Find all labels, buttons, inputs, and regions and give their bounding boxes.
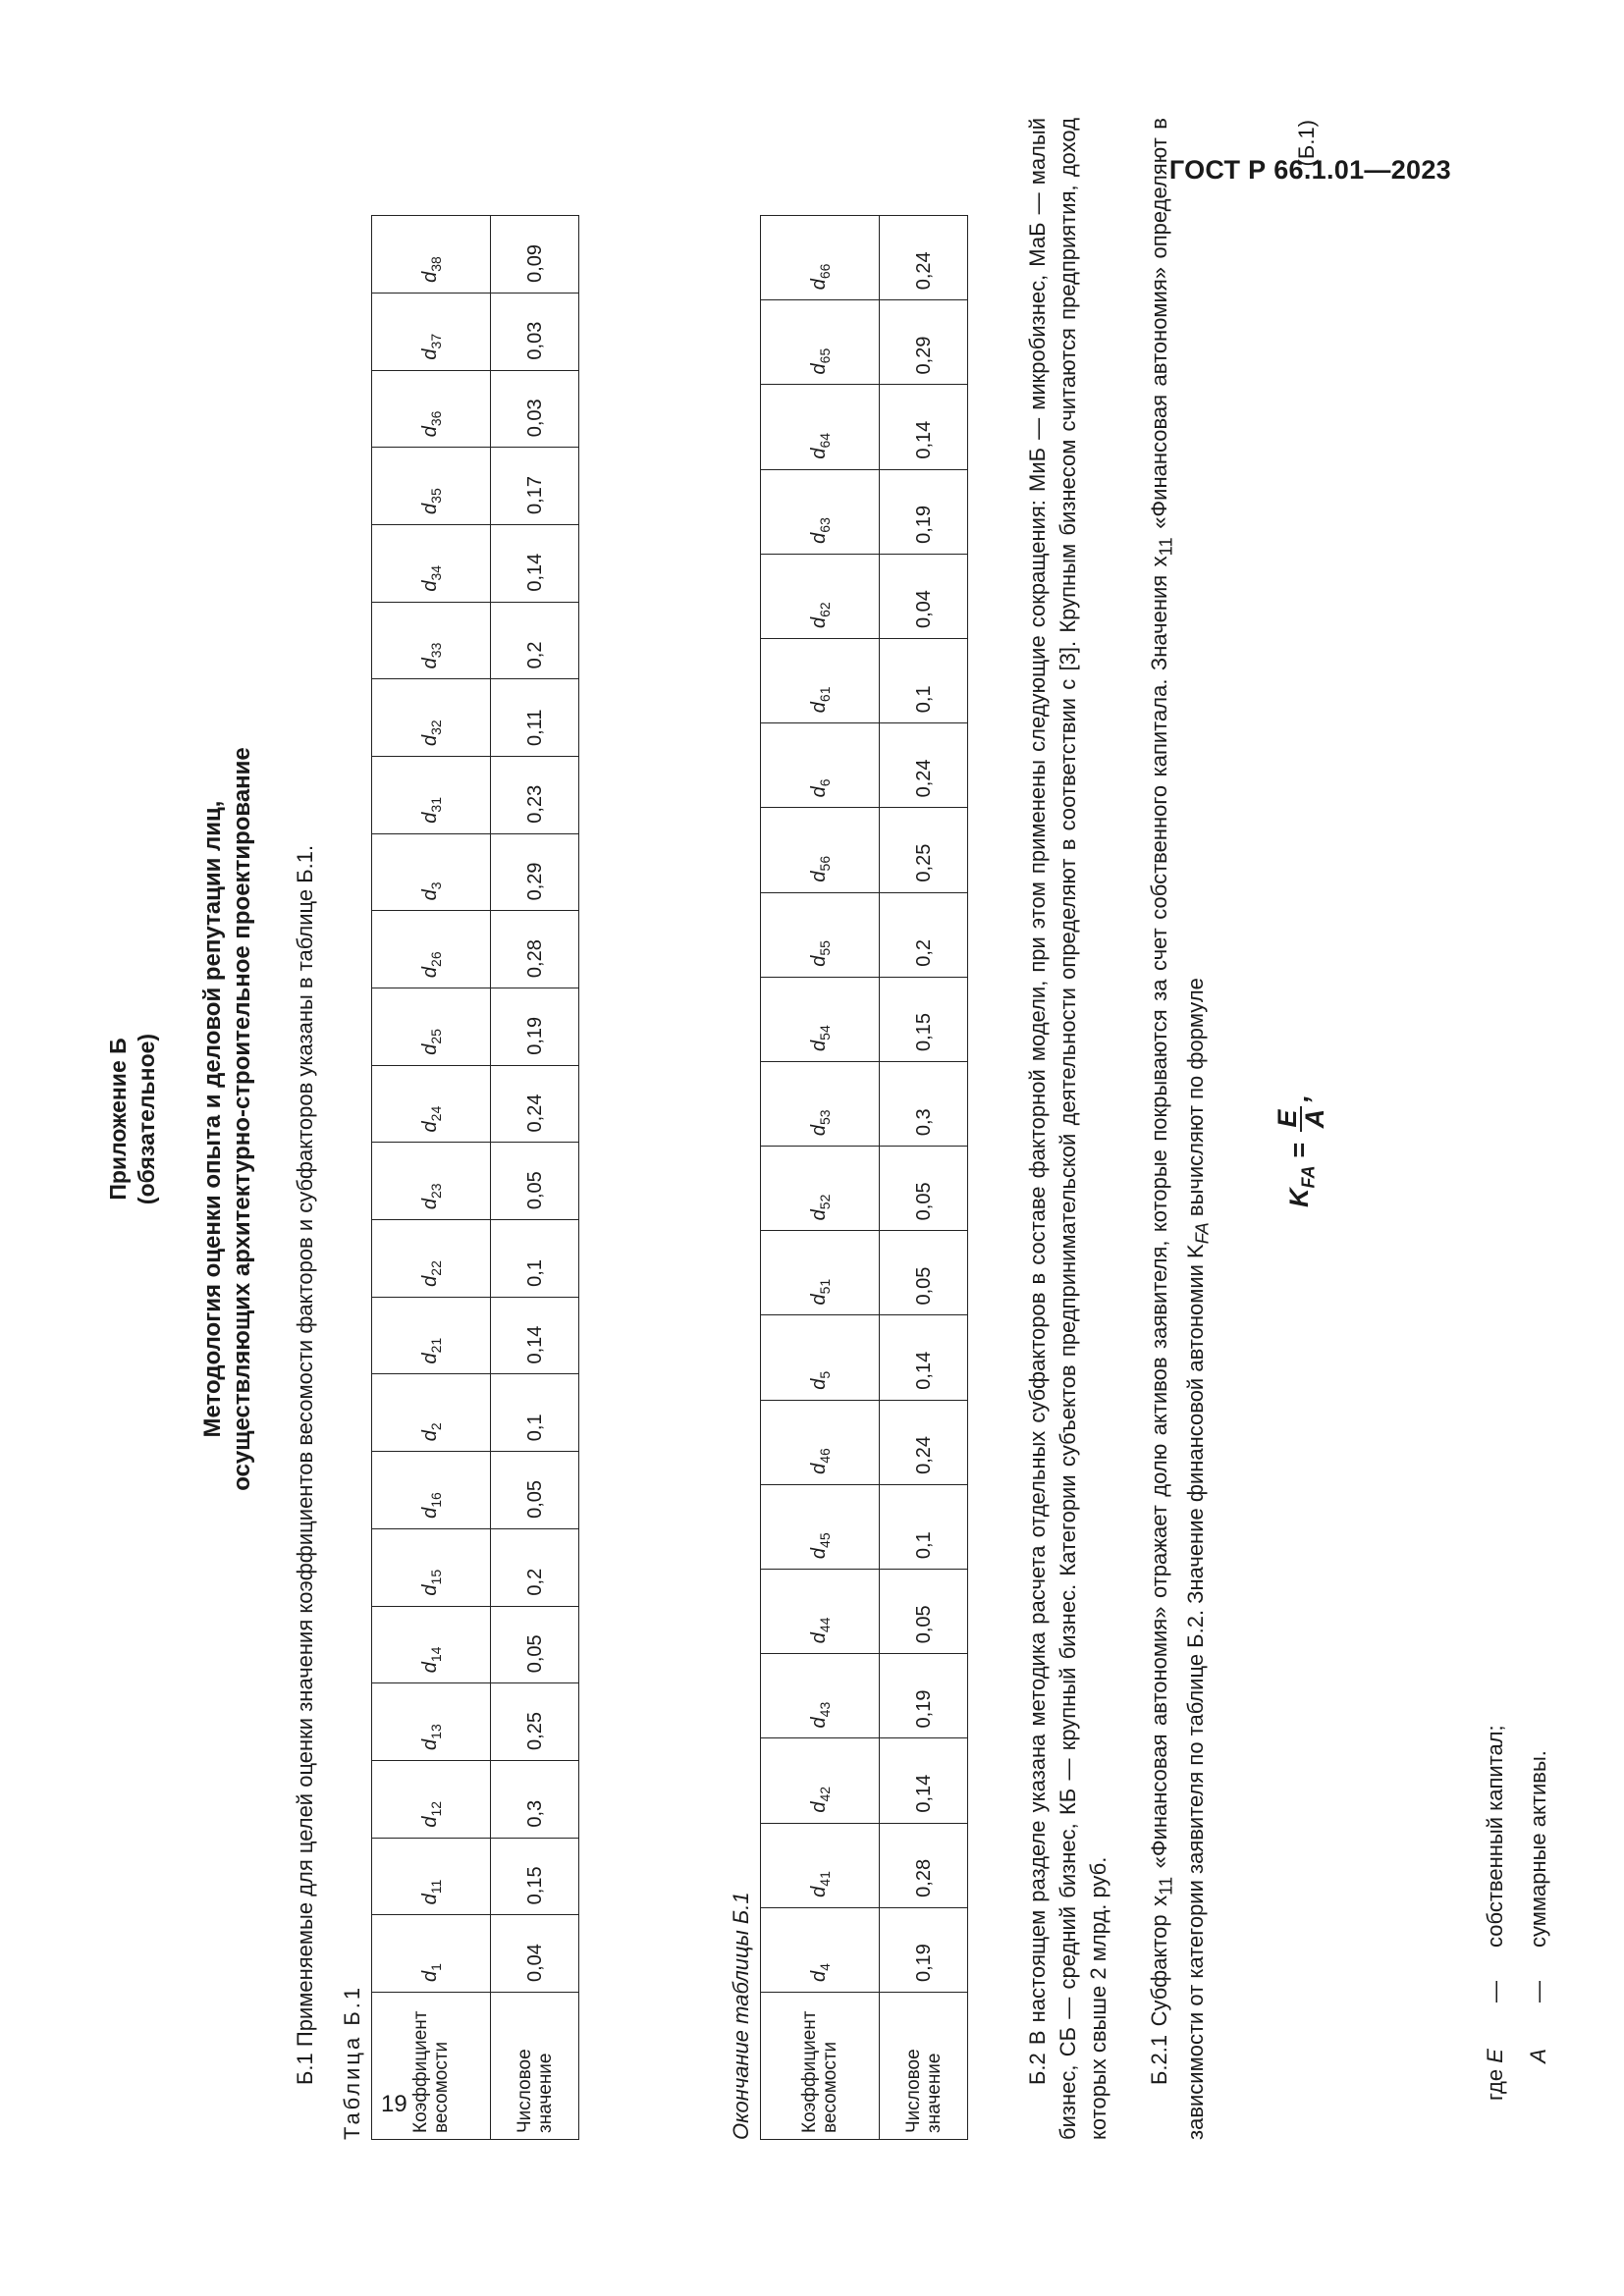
coefficient-symbol: d	[807, 1040, 830, 1051]
coefficient-index: 42	[816, 1786, 833, 1802]
table1-coefficient-cell	[372, 1528, 491, 1606]
coefficient-index: 21	[427, 1337, 444, 1354]
table2-caption: Окончание таблицы Б.1	[729, 1892, 753, 2140]
coefficient-symbol: d	[807, 871, 830, 882]
coefficient-symbol: d	[418, 271, 441, 283]
table1-coefficient-cell	[372, 1606, 491, 1683]
table1-coefficient-cell	[372, 1915, 491, 1993]
table2-value-cell: 0,05	[880, 1570, 968, 1654]
coefficient-symbol: d	[807, 786, 830, 798]
table1-value-cell: 0,05	[491, 1143, 579, 1220]
appendix-heading	[104, 98, 161, 2140]
formula-kfa	[1274, 1095, 1327, 1207]
coefficient-symbol: d	[807, 1294, 830, 1306]
table2-value-cell: 0,2	[880, 892, 968, 977]
table1-coefficient-cell	[372, 1683, 491, 1761]
coefficient-symbol: d	[418, 1816, 441, 1828]
coefficient-symbol: d	[807, 1547, 830, 1560]
table2-coefficient-cell	[761, 808, 880, 892]
table2-coefficient-cell	[761, 469, 880, 554]
standard-number: ГОСТ Р 66.1.01—2023	[1168, 155, 1451, 185]
coefficient-symbol: d	[807, 1717, 830, 1729]
b21-text-2: «Финансовая автономия» отражает долю активов заявителя, которые покрываются за счет собственного капитала. Значения x	[1147, 556, 1171, 1877]
table2-coefficient-cell	[761, 1231, 880, 1315]
table1-value-cell: 0,14	[491, 1297, 579, 1374]
table1-coefficient-cell	[372, 757, 491, 834]
table1-value-cell: 0,1	[491, 1374, 579, 1452]
table1-value-cell: 0,05	[491, 1452, 579, 1529]
page-number: 19	[381, 2091, 407, 2117]
coefficient-index: 14	[427, 1646, 444, 1663]
coefficient-symbol: d	[807, 1886, 830, 1897]
coefficient-index: 63	[816, 517, 833, 533]
coefficient-symbol: d	[807, 1463, 830, 1474]
coefficient-symbol: d	[418, 734, 441, 746]
table2-coefficient-cell	[761, 1484, 880, 1569]
table2-value-cell: 0,3	[880, 1061, 968, 1146]
table2-coefficient-cell	[761, 892, 880, 977]
table1-coefficient-cell	[372, 833, 491, 911]
coefficient-symbol: d	[418, 1662, 441, 1674]
coefficient-symbol: d	[418, 1584, 441, 1596]
coefficient-index: 37	[427, 333, 444, 349]
table1-row-header-value: Числовое значение	[491, 1993, 579, 2140]
coefficient-index: 1	[427, 1963, 444, 1971]
table2-value-cell: 0,1	[880, 639, 968, 723]
table2-coefficient-cell	[761, 554, 880, 638]
table1-value-cell: 0,11	[491, 679, 579, 757]
table2-value-cell: 0,1	[880, 1484, 968, 1569]
section-title-line1: Методология оценки опыта и деловой репутации лиц,	[199, 800, 226, 1438]
table1-value-cell: 0,23	[491, 757, 579, 834]
table1-value-cell: 0,2	[491, 602, 579, 679]
coefficient-index: 33	[427, 642, 444, 659]
table2-coefficient-cell	[761, 977, 880, 1061]
coefficient-symbol: d	[807, 363, 830, 375]
where-text-e: собственный капитал;	[1483, 1725, 1507, 1948]
formula-number: (Б.1)	[1294, 120, 1319, 167]
table1-coefficient-cell	[372, 370, 491, 448]
b21-x-sub: 11	[1155, 1876, 1176, 1896]
coefficient-symbol: d	[807, 955, 830, 967]
coefficient-index: 53	[816, 1109, 833, 1125]
table2-coefficient-cell	[761, 1738, 880, 1823]
coefficient-index: 23	[427, 1183, 444, 1199]
coefficient-index: 35	[427, 488, 444, 504]
table1-coefficient-cell	[372, 448, 491, 525]
paragraph-b2-text: Б.2 В настоящем разделе указана методика расчета отдельных субфакторов в составе факторной модели, при этом применены следующие сокращения: МиБ — микробизнес, МаБ — малый бизнес, СБ — средний бизнес, КБ — крупный бизнес. Категории субъектов предпринимательской деятельности определяют в соответствии с [3]. Крупным бизнесом считаются предприятия, доход которых свыше 2 млрд. руб.	[1025, 118, 1110, 2140]
coefficient-index: 24	[427, 1105, 444, 1122]
coefficient-symbol: d	[418, 966, 441, 979]
coefficient-index: 15	[427, 1569, 444, 1585]
coefficient-index: 31	[427, 796, 444, 813]
coefficient-index: 22	[427, 1260, 444, 1276]
coefficient-index: 46	[816, 1448, 833, 1464]
table2-value-cell: 0,29	[880, 300, 968, 385]
table1-coefficient-cell	[372, 679, 491, 757]
coefficient-symbol: d	[418, 580, 441, 592]
section-title-line2: осуществляющих архитектурно-строительное проектирование	[229, 747, 255, 1491]
formula-equals: =	[1284, 1143, 1315, 1158]
coefficient-index: 12	[427, 1800, 444, 1817]
paragraph-b1: Б.1 Применяемые для целей оценки значения коэффициентов весомости факторов и субфакторов указаны в таблице Б.1.	[293, 844, 317, 2085]
coefficient-symbol: d	[807, 1125, 830, 1137]
table1-coefficient-cell	[372, 1374, 491, 1452]
table2-coefficient-cell	[761, 639, 880, 723]
coefficient-index: 6	[816, 778, 833, 787]
coefficient-symbol: d	[807, 616, 830, 628]
coefficient-symbol: d	[418, 812, 441, 824]
coefficient-index: 3	[427, 881, 444, 890]
coefficient-index: 65	[816, 347, 833, 364]
coefficient-index: 4	[816, 1963, 833, 1971]
where-sym-e: E	[1483, 2049, 1507, 2063]
paragraph-b21	[1144, 118, 1218, 2140]
table2-value-cell: 0,19	[880, 1654, 968, 1738]
coefficient-index: 43	[816, 1701, 833, 1718]
section-title	[198, 98, 257, 2140]
coefficient-index: 54	[816, 1025, 833, 1041]
where-item-a	[1517, 1725, 1560, 2101]
table2-coefficient-cell	[761, 1823, 880, 1907]
table-b1-end	[760, 215, 968, 2140]
table1-value-cell: 0,05	[491, 1606, 579, 1683]
table2-value-cell: 0,14	[880, 1738, 968, 1823]
coefficient-symbol: d	[807, 1801, 830, 1813]
table2-coefficient-cell	[761, 216, 880, 300]
coefficient-index: 38	[427, 256, 444, 272]
table2-coefficient-cell	[761, 1907, 880, 1992]
coefficient-symbol: d	[418, 889, 441, 901]
where-text-a: суммарные активы.	[1526, 1750, 1550, 1948]
table2-value-cell: 0,24	[880, 1400, 968, 1484]
table2-coefficient-cell	[761, 385, 880, 469]
coefficient-index: 16	[427, 1492, 444, 1508]
table1-value-cell: 0,17	[491, 448, 579, 525]
table1-coefficient-cell	[372, 1452, 491, 1529]
table1-value-cell: 0,19	[491, 988, 579, 1066]
coefficient-index: 2	[427, 1422, 444, 1431]
coefficient-index: 34	[427, 564, 444, 581]
formula-lhs: K	[1284, 1188, 1315, 1207]
coefficient-symbol: d	[418, 1353, 441, 1364]
coefficient-symbol: d	[807, 279, 830, 291]
table2-value-cell: 0,19	[880, 1907, 968, 1992]
coefficient-symbol: d	[418, 1430, 441, 1442]
table1-coefficient-cell	[372, 216, 491, 294]
appendix-title: Приложение Б	[105, 1038, 131, 1201]
coefficient-symbol: d	[418, 1121, 441, 1133]
formula-fraction	[1274, 1106, 1327, 1132]
table2-coefficient-cell	[761, 1654, 880, 1738]
table2-value-cell: 0,28	[880, 1823, 968, 1907]
coefficient-index: 5	[816, 1370, 833, 1379]
table2-value-cell: 0,24	[880, 723, 968, 808]
table1-row-header-coefficient: Коэффициент весомости	[372, 1993, 491, 2140]
coefficient-index: 51	[816, 1278, 833, 1295]
coefficient-symbol: d	[807, 1378, 830, 1390]
table2-value-cell: 0,19	[880, 469, 968, 554]
b21-text-1: Б.2.1 Субфактор x	[1147, 1895, 1171, 2085]
coefficient-index: 36	[427, 410, 444, 427]
table1-value-cell: 0,15	[491, 1838, 579, 1915]
table1-value-cell: 0,29	[491, 833, 579, 911]
where-list	[1474, 1725, 1560, 2101]
coefficient-index: 66	[816, 263, 833, 280]
coefficient-index: 11	[427, 1879, 444, 1895]
coefficient-symbol: d	[418, 1275, 441, 1287]
coefficient-symbol: d	[418, 1043, 441, 1055]
formula-numerator: E	[1274, 1106, 1302, 1132]
table2-value-cell: 0,05	[880, 1231, 968, 1315]
coefficient-index: 32	[427, 720, 444, 735]
table1-coefficient-cell	[372, 911, 491, 988]
table1-coefficient-cell	[372, 1760, 491, 1838]
coefficient-symbol: d	[418, 1738, 441, 1750]
where-dash-e: —	[1483, 1981, 1507, 2002]
table2-coefficient-cell	[761, 1570, 880, 1654]
coefficient-index: 56	[816, 855, 833, 872]
table2-value-cell: 0,05	[880, 1147, 968, 1231]
table2-value-cell: 0,25	[880, 808, 968, 892]
coefficient-index: 64	[816, 432, 833, 449]
b21-k-sub: FA	[1191, 1222, 1213, 1245]
coefficient-symbol: d	[807, 702, 830, 714]
where-symbol-a	[1517, 2002, 1560, 2101]
table2-coefficient-cell	[761, 1315, 880, 1400]
table2-value-cell: 0,14	[880, 1315, 968, 1400]
coefficient-symbol: d	[418, 426, 441, 438]
table1-coefficient-cell	[372, 1838, 491, 1915]
table1-value-cell: 0,1	[491, 1220, 579, 1298]
table2-coefficient-cell	[761, 300, 880, 385]
table2-value-cell: 0,24	[880, 216, 968, 300]
table1-caption: Таблица Б.1	[340, 1984, 364, 2140]
appendix-status: (обязательное)	[134, 1033, 159, 1205]
coefficient-symbol: d	[807, 1970, 830, 1982]
table1-value-cell: 0,04	[491, 1915, 579, 1993]
coefficient-index: 45	[816, 1532, 833, 1548]
coefficient-symbol: d	[807, 532, 830, 544]
coefficient-symbol: d	[418, 503, 441, 514]
coefficient-symbol: d	[418, 658, 441, 669]
table1-coefficient-cell	[372, 524, 491, 602]
coefficient-symbol: d	[418, 1894, 441, 1905]
where-dash-a: —	[1526, 1981, 1550, 2002]
formula-comma: ,	[1284, 1095, 1315, 1102]
where-item-e	[1474, 1725, 1517, 2101]
table2-coefficient-cell	[761, 1061, 880, 1146]
coefficient-index: 61	[816, 686, 833, 703]
table1-coefficient-cell	[372, 293, 491, 370]
coefficient-index: 44	[816, 1617, 833, 1633]
where-lead: где	[1483, 2068, 1507, 2101]
where-symbol-e	[1474, 2002, 1517, 2101]
table2-row-header-coefficient: Коэффициент весомости	[761, 1993, 880, 2140]
table1-value-cell: 0,3	[491, 1760, 579, 1838]
coefficient-symbol: d	[807, 448, 830, 459]
coefficient-index: 41	[816, 1871, 833, 1887]
table2-value-cell: 0,15	[880, 977, 968, 1061]
table1-coefficient-cell	[372, 1297, 491, 1374]
table1-value-cell: 0,03	[491, 370, 579, 448]
coefficient-index: 13	[427, 1724, 444, 1739]
coefficient-index: 62	[816, 602, 833, 617]
table1-value-cell: 0,14	[491, 524, 579, 602]
coefficient-index: 26	[427, 951, 444, 967]
table1-value-cell: 0,28	[491, 911, 579, 988]
table2-row-header-value: Числовое значение	[880, 1993, 968, 2140]
table2-value-cell: 0,14	[880, 385, 968, 469]
table1-value-cell: 0,03	[491, 293, 579, 370]
coefficient-index: 25	[427, 1029, 444, 1044]
where-sym-a: A	[1526, 2049, 1550, 2063]
paragraph-b2	[1022, 118, 1113, 2140]
coefficient-index: 55	[816, 940, 833, 956]
coefficient-symbol: d	[418, 1507, 441, 1519]
table1-value-cell: 0,2	[491, 1528, 579, 1606]
table1-coefficient-cell	[372, 1220, 491, 1298]
formula-denominator: A	[1300, 1108, 1329, 1129]
table1-coefficient-cell	[372, 988, 491, 1066]
b21-text-4: вычисляют по формуле	[1183, 978, 1209, 1223]
table-b1	[371, 215, 579, 2140]
table1-value-cell: 0,25	[491, 1683, 579, 1761]
table1-value-cell: 0,24	[491, 1065, 579, 1143]
table1-coefficient-cell	[372, 602, 491, 679]
table2-coefficient-cell	[761, 723, 880, 808]
b21-text-3: «Финансовая автономия» определяют в зависимости от категории заявителя по таблице Б.2. Значение финансовой автономии K	[1147, 118, 1209, 2140]
table2-coefficient-cell	[761, 1147, 880, 1231]
table1-coefficient-cell	[372, 1065, 491, 1143]
coefficient-symbol: d	[807, 1632, 830, 1644]
coefficient-symbol: d	[418, 1199, 441, 1210]
formula-lhs-sub: FA	[1298, 1165, 1319, 1189]
table2-coefficient-cell	[761, 1400, 880, 1484]
b21-x-sub-2: 11	[1155, 537, 1176, 557]
coefficient-index: 52	[816, 1194, 833, 1210]
table2-value-cell: 0,04	[880, 554, 968, 638]
table1-coefficient-cell	[372, 1143, 491, 1220]
coefficient-symbol: d	[418, 348, 441, 360]
coefficient-symbol: d	[807, 1209, 830, 1221]
table1-value-cell: 0,09	[491, 216, 579, 294]
coefficient-symbol: d	[418, 1970, 441, 1982]
